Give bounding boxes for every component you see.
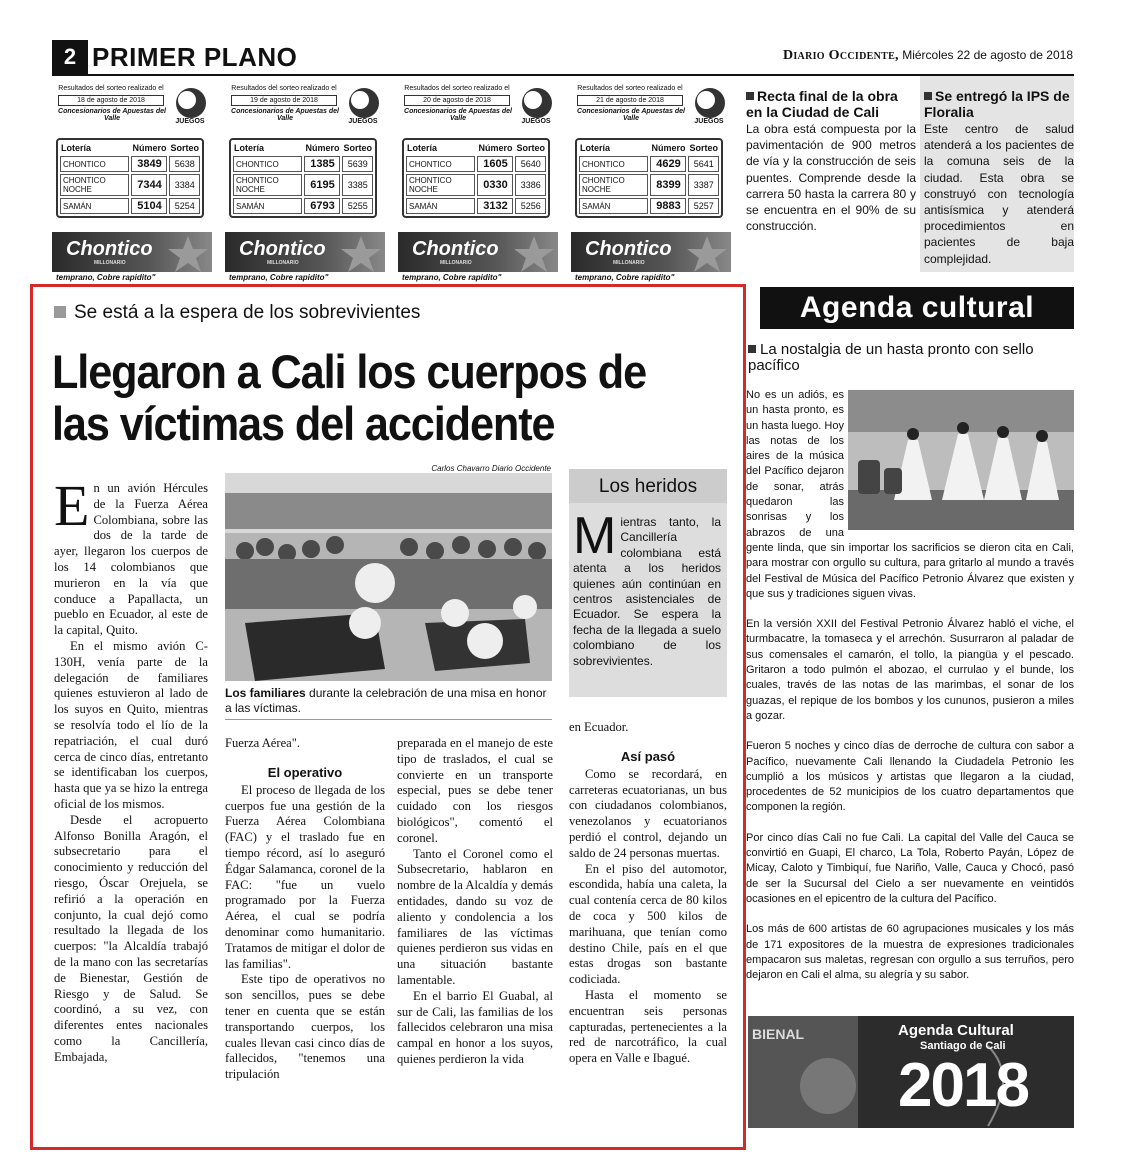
article-paragraph: preparada en el manejo de este tipo de traslados, el cual se convierte en un transporte especial, pues se debe tener cuidado con los riesgos biológicos", comentó el coronel. (397, 736, 553, 845)
lottery-draw: 5638 (169, 156, 200, 172)
lottery-number: 8399 (650, 174, 686, 196)
result-label: Resultados del sorteo realizado el 19 de agosto de 2018 (231, 85, 337, 104)
lottery-number: 1605 (477, 156, 513, 172)
subheading-asi-paso: Así pasó (620, 748, 676, 764)
juegos-logo-icon (174, 86, 208, 120)
article-paragraph: El proceso de llegada de los cuerpos fue una gestión de la Fuerza Aérea Colombiana (FAC) y el traslado fue en tiempo récord, así lo aseguró Édgar Salamanca, coronel de la FAC: "fue un vuelo programado por la Fuerza Aérea, el cual se podría denominar como humanitario. Tratamos de mitigar el dolor de las familias". (225, 782, 385, 971)
concession-name: Concesionarios de Apuestas del Valle (231, 108, 339, 122)
ad-year: 2018 (898, 1051, 1028, 1120)
result-label: Resultados del sorteo realizado el 21 de agosto de 2018 (577, 85, 683, 104)
lottery-name: SAMÁN (579, 198, 648, 214)
agenda-body (746, 388, 1074, 998)
lottery-name: SAMÁN (233, 198, 302, 214)
lottery-draw: 3384 (169, 174, 200, 196)
page-number: 2 (52, 40, 88, 74)
banner-slogan: temprano, Cobre rapidito" (571, 272, 731, 284)
lottery-table (56, 138, 204, 218)
lottery-table (229, 138, 377, 218)
ad-title: Agenda Cultural (898, 1022, 1014, 1039)
col-header: Número (478, 143, 513, 153)
draw-date: 18 de agosto de 2018 (58, 95, 164, 106)
draw-date: 21 de agosto de 2018 (577, 95, 683, 106)
concession-name: Concesionarios de Apuestas del Valle (577, 108, 685, 122)
col-header: Número (305, 143, 340, 153)
agenda-paragraph: No es un adiós, es un hasta pronto, es un hasta luego. Hoy las notas de los aires de la música del Pacífico dejaron de sonar, atrás quedaron las sonrisas y los abrazos de una gente linda, que sin importar los sacrificios se dieron cita en Cali, para mostrar con orgullo su cultura, para gritarlo al mundo a través del Festival de Música del Pacífico Petronio Álvarez que existen y que sus y tradiciones siguen vivas. (746, 389, 1074, 600)
col-header: Lotería (407, 143, 438, 153)
lottery-draw: 5640 (515, 156, 546, 172)
chontico-banner (571, 232, 731, 284)
agenda-title: Agenda cultural (760, 287, 1074, 329)
article-paragraph: En el piso del automotor, escondida, había una caleta, la cual contenía cerca de 80 kilos de coca y 500 kilos de marihuana, que tenían como destino Chile, país en el que estas drogas son bastante codiciada. (569, 861, 727, 987)
article-paragraph: Hasta el momento se encuentran seis personas capturadas, pertenecientes a la red de narcotráfico, la cual opera en Valle e Ibagué. (569, 987, 727, 1066)
brief-title: Se entregó la IPS de Floralia (924, 88, 1070, 120)
square-bullet-icon (748, 345, 756, 353)
juegos-label: JUEGOS (348, 118, 378, 125)
lottery-row (60, 156, 200, 172)
lottery-draw: 5257 (688, 198, 719, 214)
banner-slogan: temprano, Cobre rapidito" (52, 272, 212, 284)
lottery-name: CHONTICO NOCHE (60, 174, 129, 196)
lottery-number: 4629 (650, 156, 686, 172)
lottery-row (406, 198, 546, 214)
banner-sub: MILLONARIO (440, 260, 472, 266)
lottery-number: 3132 (477, 198, 513, 214)
draw-date: 19 de agosto de 2018 (231, 95, 337, 106)
result-label: Resultados del sorteo realizado el 18 de agosto de 2018 (58, 85, 164, 104)
article-paragraph: en Ecuador. (569, 720, 629, 734)
col-header: Lotería (61, 143, 92, 153)
agenda-subhead: La nostalgia de un hasta pronto con sello pacífico (748, 341, 1034, 374)
sidebar-title: Los heridos (569, 469, 727, 503)
sidebar-heridos (569, 469, 727, 697)
star-icon (506, 234, 556, 274)
lottery-name: CHONTICO NOCHE (406, 174, 475, 196)
lottery-number: 0330 (477, 174, 513, 196)
lottery-row (60, 198, 200, 214)
article-paragraph: En el barrio El Guabal, al sur de Cali, las familias de los fallecidos celebraron una misa campal en honor a los suyos, quienes perdieron la vida (397, 988, 553, 1066)
agenda-paragraph: En la versión XXII del Festival Petronio Álvarez habló el viche, el turmbacatre, la tomaseca y el arrechón. Susurraron al paladar de sus comensales el camarón, el tollo, la piangüa y el pescado. Gritaron a todo pulmón el abozao, el currulao y el bunde, los cuales, través de las notas de las marimbas, el sonar de los guazas, el repique de los bombos y los cununos, pusieron a miles a gozar. (746, 618, 1074, 722)
col-header: Número (132, 143, 167, 153)
article-paragraph: Fuerza Aérea". (225, 736, 301, 750)
drop-cap: M (573, 507, 617, 565)
agenda-cultural-ad (748, 1016, 1074, 1128)
masthead (783, 48, 1073, 64)
lottery-draw: 3385 (342, 174, 373, 196)
agenda-paragraph: Por cinco días Cali no fue Cali. La capital del Valle del Cauca se convirtió en Guapi, El charco, La Tola, Roberto Payán, López de Micay, Caloto y Timbiquí, fue Nariño, Valle, Cauca y Chocó, pasó de ser la Sucursal del Cielo a ser nuevamente en veintidós ocasiones en el epicentro de la cultura del Pacífico. (746, 831, 1074, 905)
article-column-4 (569, 720, 727, 1067)
banner-sub: MILLONARIO (267, 260, 299, 266)
star-icon (333, 234, 383, 274)
juegos-logo-icon (347, 86, 381, 120)
article-paragraph: En el mismo avión C-130H, venía parte de la delegación de familiares quienes estuvieron al lado de los suyos en Quito, mientras se resolvía todo el lío de la repatriación, el cual duró cerca de cinco días, entretanto se identificaban los cuerpos, hasta que ya se hizo la entrega oficial de los mismos. (54, 638, 208, 811)
banner-sub: MILLONARIO (613, 260, 645, 266)
square-bullet-icon (54, 306, 66, 318)
chontico-banner (52, 232, 212, 284)
lottery-draw: 5641 (688, 156, 719, 172)
juegos-logo-icon (693, 86, 727, 120)
festival-photo (848, 390, 1074, 530)
lottery-draw: 5639 (342, 156, 373, 172)
concession-name: Concesionarios de Apuestas del Valle (58, 108, 166, 122)
article-column-1 (54, 473, 208, 1065)
chontico-banner (398, 232, 558, 284)
result-label: Resultados del sorteo realizado el 20 de agosto de 2018 (404, 85, 510, 104)
lottery-name: CHONTICO (579, 156, 648, 172)
lottery-name: CHONTICO NOCHE (233, 174, 302, 196)
lottery-name: CHONTICO NOCHE (579, 174, 648, 196)
star-icon (679, 234, 729, 274)
ad-subtitle: Santiago de Cali (920, 1040, 1006, 1052)
lottery-row (579, 156, 719, 172)
lottery-number: 3849 (131, 156, 167, 172)
article-column-2 (225, 736, 385, 1083)
juegos-logo-icon (520, 86, 554, 120)
article-photo (225, 473, 552, 681)
lottery-number: 5104 (131, 198, 167, 214)
article-column-3 (397, 736, 553, 1068)
sidebar-text: Mientras tanto, la Cancillería colombiana está atenta a los heridos quienes aún continúan en centros asistenciales de Ecuador. Se espera la fecha de la llegada a suelo colombiano de los sobrevivientes. (573, 507, 721, 668)
lottery-table (402, 138, 550, 218)
lottery-draw: 5254 (169, 198, 200, 214)
brief-obra-cali (746, 76, 916, 272)
juegos-label: JUEGOS (521, 118, 551, 125)
lottery-name: CHONTICO (60, 156, 129, 172)
article-headline: Llegaron a Cali los cuerpos de las víctimas del accidente (52, 345, 647, 450)
lottery-number: 7344 (131, 174, 167, 196)
lottery-row (579, 198, 719, 214)
col-header: Sorteo (516, 143, 545, 153)
article-paragraph: Tanto el Coronel como el Subsecretario, hablaron en nombre de la Alcaldía y demás entidades, dando su voz de aliento y condolencia a los familiares de las víctimas quienes perdieron sus vidas en una situación bastante lamentable. (397, 846, 553, 987)
banner-brand: Chontico (66, 238, 153, 260)
lottery-row (406, 174, 546, 196)
col-header: Número (651, 143, 686, 153)
agenda-paragraph: Los más de 600 artistas de 60 agrupaciones musicales y los más de 171 expositores de la muestra de expresiones tradicionales empacaron sus maletas, regresan con orgullo a sus terruños, pero dejaron en Cali el alma, su alegría y su sabor. (746, 923, 1074, 982)
lottery-name: SAMÁN (60, 198, 129, 214)
lottery-draw: 3387 (688, 174, 719, 196)
juegos-label: JUEGOS (694, 118, 724, 125)
lottery-draw: 5256 (515, 198, 546, 214)
article-paragraph: En un avión Hércules de la Fuerza Aérea Colombiana, sobre las dos de la tarde de ayer, llegaron los cuerpos de los 14 colombianos que murieron en la vía que conduce a Papallacta, un pueblo en Ecuador, al este de la capital, Quito. (54, 473, 208, 638)
banner-slogan: temprano, Cobre rapidito" (225, 272, 385, 284)
col-header: Lotería (234, 143, 265, 153)
lottery-draw: 5255 (342, 198, 373, 214)
banner-brand: Chontico (239, 238, 326, 260)
square-bullet-icon (924, 92, 932, 100)
draw-date: 20 de agosto de 2018 (404, 95, 510, 106)
col-header: Sorteo (343, 143, 372, 153)
col-header: Sorteo (170, 143, 199, 153)
lottery-draw: 3386 (515, 174, 546, 196)
section-title: PRIMER PLANO (92, 42, 298, 72)
lottery-name: CHONTICO (233, 156, 302, 172)
juegos-label: JUEGOS (175, 118, 205, 125)
brief-text: Este centro de salud atenderá a los pacientes de la comuna seis de la ciudad. Esta obra se construyó con tecnología antisísmica y atenderá procedimientos en pacientes de baja complejidad. (924, 122, 1074, 266)
article-kicker: Se está a la espera de los sobrevivientes (54, 302, 420, 324)
issue-date: Miércoles 22 de agosto de 2018 (902, 48, 1073, 62)
lottery-row (60, 174, 200, 196)
lottery-table (575, 138, 723, 218)
agenda-paragraph: Fueron 5 noches y cinco días de derroche de cultura con sabor a Pacífico, nuevamente Cali llenando la Ciudadela Petronio les cumplió a los músicos y artistas que llegaron a la ciudad, procedentes de 52 municipios de los cuatro departamentos que componen la región. (746, 740, 1074, 814)
paper-name: Diario Occidente, (782, 48, 899, 63)
col-header: Sorteo (689, 143, 718, 153)
lottery-number: 6195 (304, 174, 340, 196)
brief-title: Recta final de la obra en la Ciudad de Cali (746, 88, 898, 120)
lottery-number: 6793 (304, 198, 340, 214)
banner-sub: MILLONARIO (94, 260, 126, 266)
square-bullet-icon (746, 92, 754, 100)
lottery-number: 9883 (650, 198, 686, 214)
concession-name: Concesionarios de Apuestas del Valle (404, 108, 512, 122)
banner-brand: Chontico (585, 238, 672, 260)
ad-bienal-text: BIENAL (752, 1026, 805, 1042)
lottery-row (233, 156, 373, 172)
caption-rule (225, 719, 552, 720)
chontico-banner (225, 232, 385, 284)
brief-text: La obra está compuesta por la pavimentación de 900 metros de vía y la construcción de seis puentes. Comprende desde la carrera 50 hasta la carrera 80 y se encuentra en el 90% de su construcción. (746, 122, 916, 234)
article-paragraph: Este tipo de operativos no son sencillos, pues se debe tener en cuenta que se están transportando cuerpos, los cuales llevan casi cinco días de fallecidos, "tenemos una tripulación (225, 972, 385, 1082)
subheading-el-operativo: El operativo (267, 764, 343, 780)
lottery-row (233, 198, 373, 214)
star-icon (160, 234, 210, 274)
col-header: Lotería (580, 143, 611, 153)
lottery-row (579, 174, 719, 196)
lottery-number: 1385 (304, 156, 340, 172)
article-paragraph: Como se recordará, en carreteras ecuatorianas, un bus con ciudadanos colombianos, venezolanos y ecuatorianos perdió el control, dejando un saldo de 24 personas muertas. (569, 766, 727, 860)
lottery-name: SAMÁN (406, 198, 475, 214)
lottery-row (233, 174, 373, 196)
lottery-row (406, 156, 546, 172)
banner-slogan: temprano, Cobre rapidito" (398, 272, 558, 284)
photo-caption: Los familiares durante la celebración de una misa en honor a las víctimas. (225, 686, 547, 715)
brief-ips-floralia (920, 76, 1074, 272)
banner-brand: Chontico (412, 238, 499, 260)
drop-cap: E (54, 473, 90, 538)
photo-credit: Carlos Chavarro Diario Occidente (431, 464, 551, 473)
article-paragraph: Desde el acropuerto Alfonso Bonilla Aragón, el subsecretario para el conocimiento y reducción del riesgo, Óscar Orejuela, se refirió a la operación en conjunto, la cual dejó como resultado la llegada de los cuerpos: "la Alcaldía trabajó de la mano con las secretarías de Bienestar, Gestión de Riesgo y de Salud. Se coordinó, a su vez, con diferentes entes nacionales como la Cancillería, Embajada, (54, 812, 208, 1064)
lottery-name: CHONTICO (406, 156, 475, 172)
